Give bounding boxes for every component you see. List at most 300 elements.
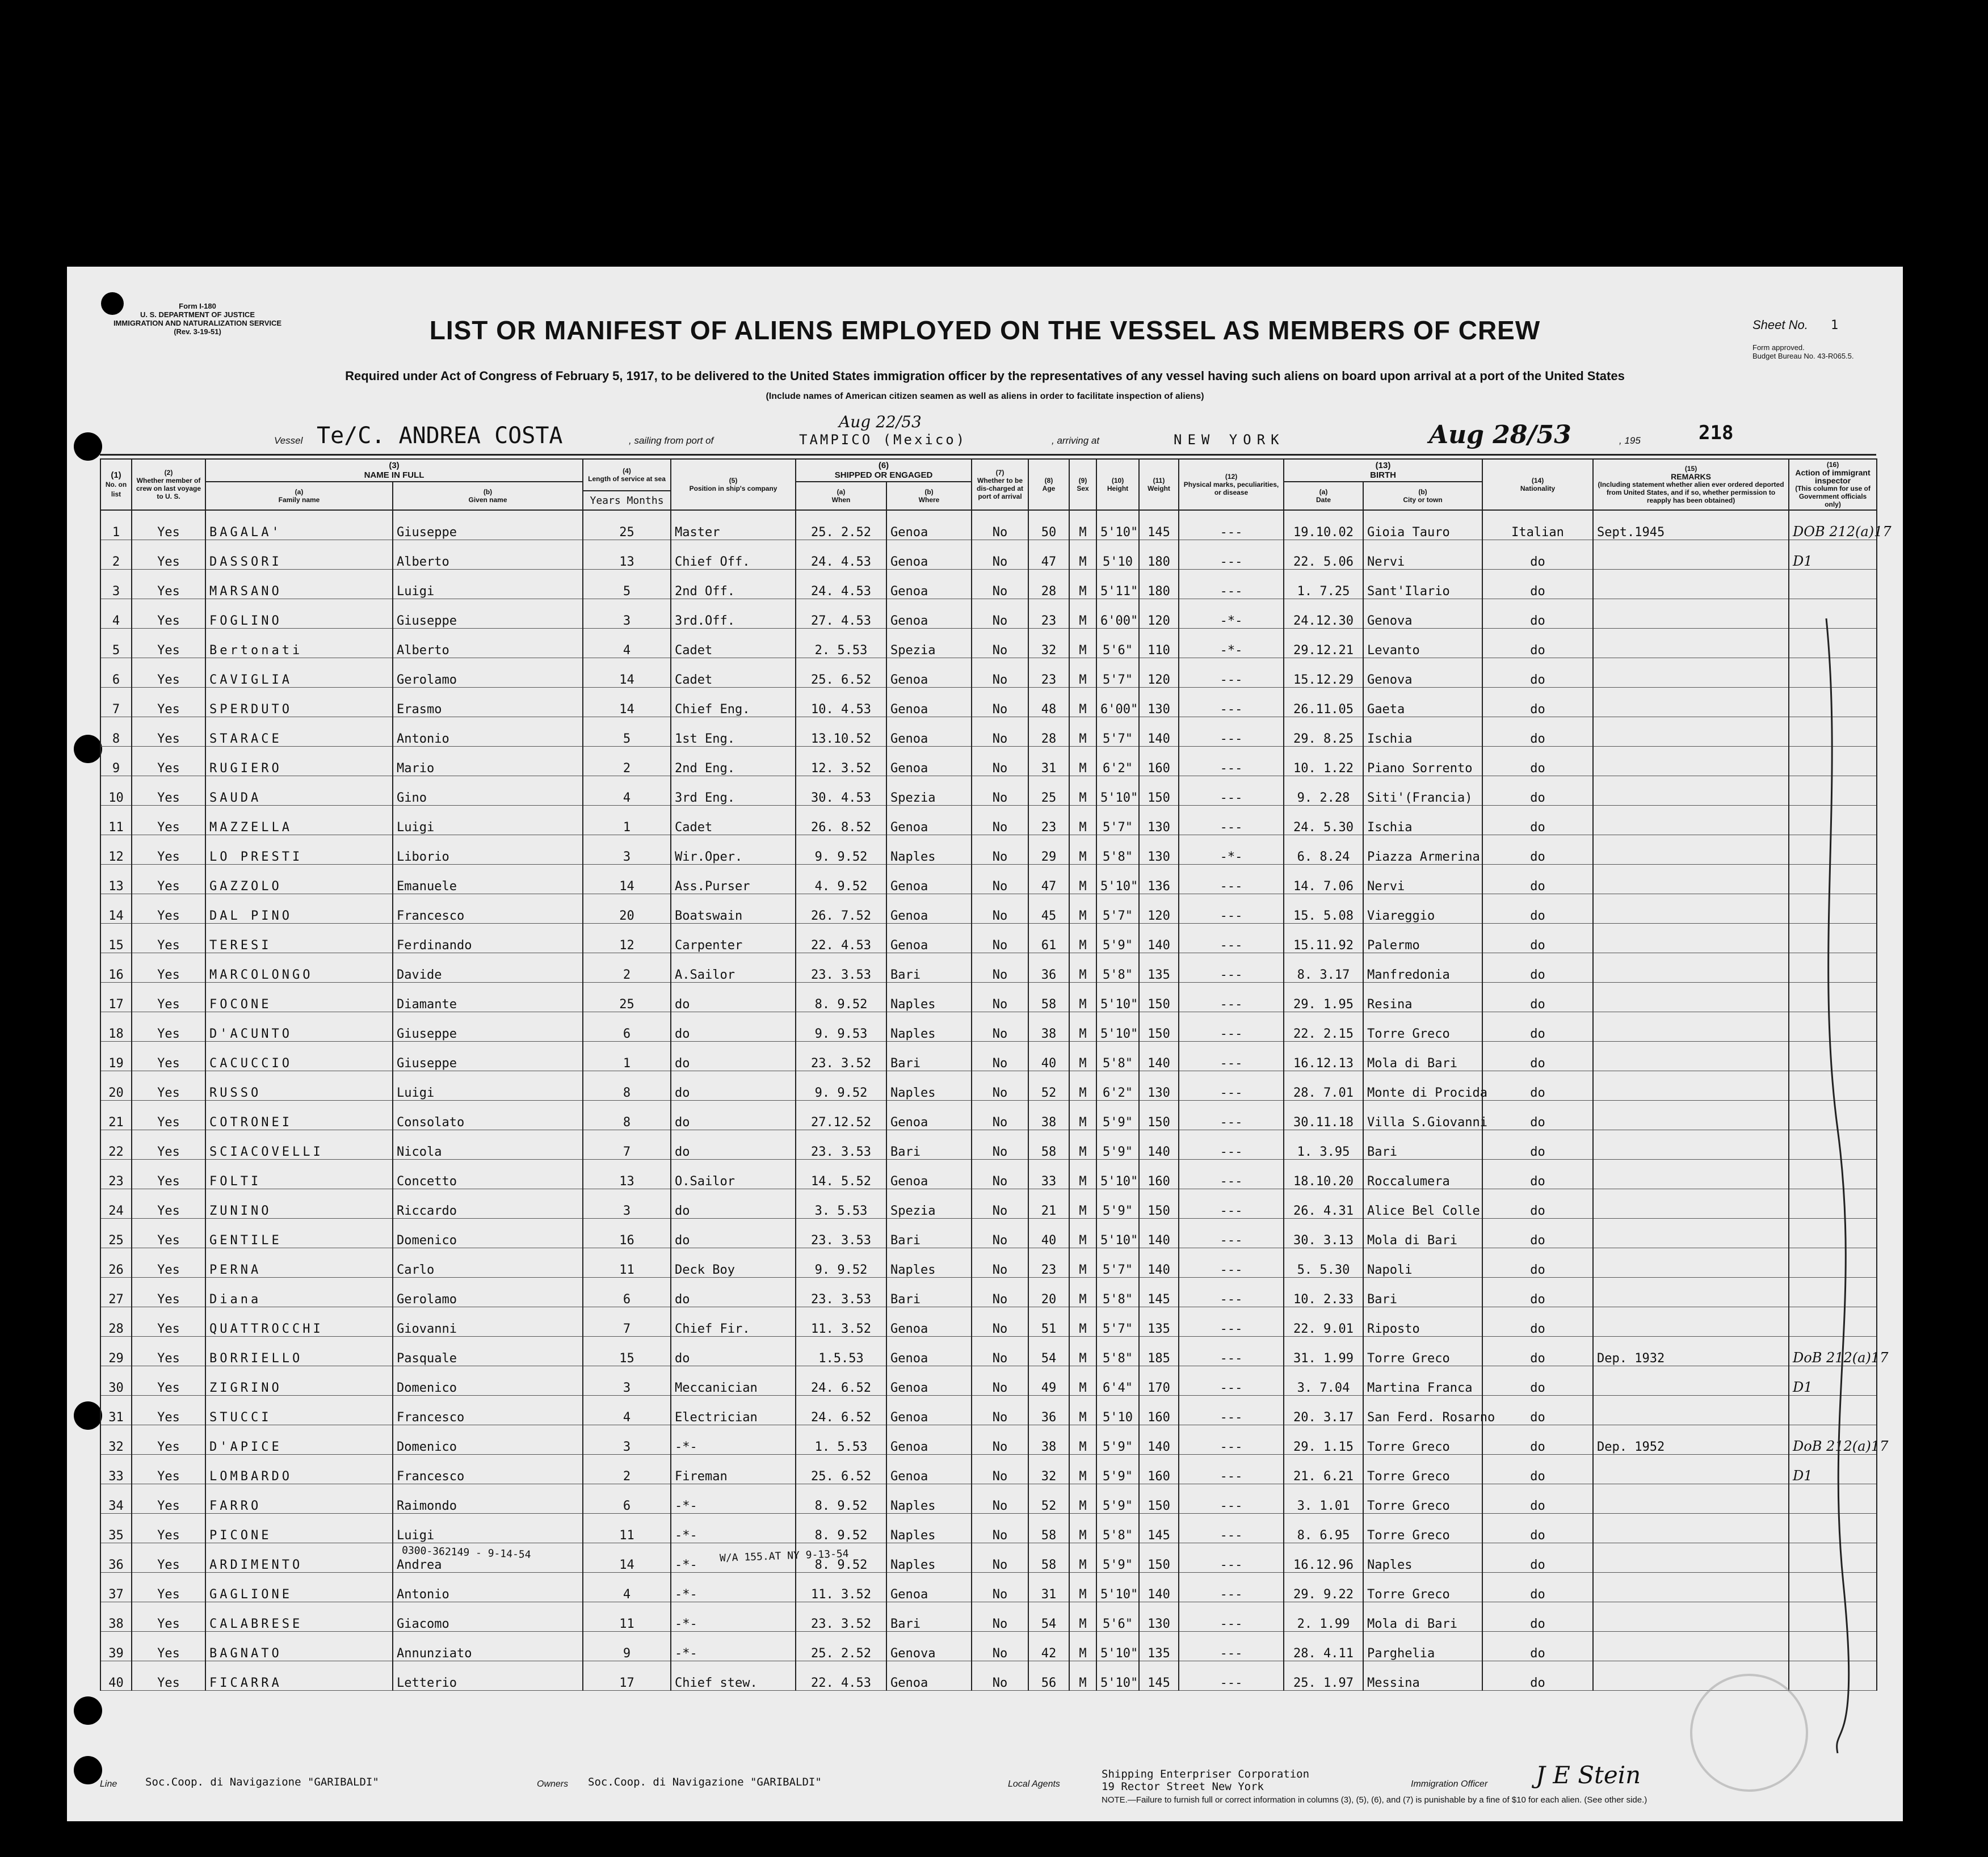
row-number: 5 — [100, 629, 132, 658]
last-voyage: Yes — [132, 1425, 205, 1455]
discharged: No — [972, 1071, 1028, 1101]
age: 54 — [1028, 1602, 1069, 1632]
last-voyage: Yes — [132, 1219, 205, 1248]
discharged: No — [972, 717, 1028, 747]
family-name: MARCOLONGO — [205, 953, 393, 983]
discharged: No — [972, 658, 1028, 688]
birth-city: Torre Greco — [1363, 1514, 1482, 1543]
service-years: 11 — [583, 1602, 671, 1632]
last-voyage: Yes — [132, 1632, 205, 1661]
position: Cadet — [671, 629, 796, 658]
remarks — [1593, 1219, 1789, 1248]
last-voyage: Yes — [132, 540, 205, 570]
officer-label: Immigration Officer — [1411, 1779, 1488, 1789]
birth-city: Bari — [1363, 1130, 1482, 1160]
last-voyage: Yes — [132, 983, 205, 1012]
sex: M — [1069, 1543, 1096, 1573]
discharged: No — [972, 1661, 1028, 1691]
position: -*- — [671, 1484, 796, 1514]
birth-date: 1. 7.25 — [1284, 570, 1363, 599]
approval-note — [1752, 343, 1854, 360]
col-index: (14) — [1531, 477, 1544, 485]
line-label: Line — [100, 1779, 117, 1789]
last-voyage: Yes — [132, 1455, 205, 1484]
table-row — [100, 1396, 1877, 1425]
age: 56 — [1028, 1661, 1069, 1691]
given-name: Emanuele — [393, 865, 583, 894]
given-name: Davide — [393, 953, 583, 983]
service-years: 5 — [583, 717, 671, 747]
table-row — [100, 1307, 1877, 1337]
family-name: COTRONEI — [205, 1101, 393, 1130]
row-number: 26 — [100, 1248, 132, 1278]
shipped-when: 11. 3.52 — [796, 1573, 886, 1602]
given-name: Giacomo — [393, 1602, 583, 1632]
discharged: No — [972, 1632, 1028, 1661]
family-name: PERNA — [205, 1248, 393, 1278]
birth-date: 31. 1.99 — [1284, 1337, 1363, 1366]
sex: M — [1069, 865, 1096, 894]
given-name: Liborio — [393, 835, 583, 865]
sex: M — [1069, 983, 1096, 1012]
year-label: , 195 — [1619, 435, 1641, 446]
officer-signature: J E Stein — [1536, 1761, 1641, 1789]
table-row — [100, 688, 1877, 717]
table-row — [100, 599, 1877, 629]
shipped-where: Genoa — [886, 1160, 972, 1189]
birth-city: Genova — [1363, 658, 1482, 688]
nationality: do — [1482, 1189, 1593, 1219]
nationality: do — [1482, 1012, 1593, 1042]
height: 5'9" — [1096, 1455, 1139, 1484]
given-name: Alberto — [393, 629, 583, 658]
sex: M — [1069, 540, 1096, 570]
col-label: Height — [1107, 485, 1129, 492]
last-voyage: Yes — [132, 658, 205, 688]
weight: 120 — [1139, 658, 1179, 688]
height: 5'7" — [1096, 658, 1139, 688]
table-row — [100, 510, 1877, 540]
family-name: BAGALA' — [205, 510, 393, 540]
table-row — [100, 629, 1877, 658]
nationality: do — [1482, 1484, 1593, 1514]
height: 5'9" — [1096, 924, 1139, 953]
shipped-where: Bari — [886, 1219, 972, 1248]
remarks: Dep. 1932 — [1593, 1337, 1789, 1366]
shipped-where: Naples — [886, 1071, 972, 1101]
last-voyage: Yes — [132, 1278, 205, 1307]
agents-label: Local Agents — [1008, 1779, 1060, 1789]
birth-date: 19.10.02 — [1284, 510, 1363, 540]
birth-date: 22. 2.15 — [1284, 1012, 1363, 1042]
weight: 150 — [1139, 1101, 1179, 1130]
birth-date: 29.12.21 — [1284, 629, 1363, 658]
last-voyage: Yes — [132, 1543, 205, 1573]
col-remarks — [1593, 459, 1789, 510]
nationality: do — [1482, 865, 1593, 894]
shipped-where: Bari — [886, 1042, 972, 1071]
remarks — [1593, 599, 1789, 629]
position: Ass.Purser — [671, 865, 796, 894]
height: 5'10" — [1096, 1632, 1139, 1661]
family-name: D'ACUNTO — [205, 1012, 393, 1042]
nationality: do — [1482, 924, 1593, 953]
sex: M — [1069, 1661, 1096, 1691]
sailing-label: , sailing from port of — [629, 435, 714, 446]
vessel-label: Vessel — [274, 435, 303, 446]
col-label: BIRTH — [1370, 470, 1396, 480]
table-row — [100, 953, 1877, 983]
remarks — [1593, 747, 1789, 776]
col-note: (Including statement whether alien ever ordered deported from United States, and if so, whether permission to reapply has been obtained) — [1598, 481, 1784, 504]
age: 31 — [1028, 1573, 1069, 1602]
position: Meccanician — [671, 1366, 796, 1396]
shipped-when: 24. 4.53 — [796, 540, 886, 570]
page-title: LIST OR MANIFEST OF ALIENS EMPLOYED ON THE VESSEL AS MEMBERS OF CREW — [429, 315, 1541, 345]
remarks — [1593, 1543, 1789, 1573]
service-years: 8 — [583, 1071, 671, 1101]
owners-label: Owners — [537, 1779, 569, 1789]
position: Chief Fir. — [671, 1307, 796, 1337]
col-age — [1028, 459, 1069, 510]
birth-date: 2. 1.99 — [1284, 1602, 1363, 1632]
age: 40 — [1028, 1219, 1069, 1248]
age: 29 — [1028, 835, 1069, 865]
col-note: (This column for use of Government officials only) — [1795, 485, 1871, 508]
last-voyage: Yes — [132, 806, 205, 835]
row-number: 32 — [100, 1425, 132, 1455]
inspector-action: DoB 212(a)17 — [1789, 1425, 1877, 1455]
shipped-when: 24. 6.52 — [796, 1396, 886, 1425]
service: IMMIGRATION AND NATURALIZATION SERVICE — [113, 319, 282, 327]
birth-city: Ischia — [1363, 717, 1482, 747]
position: do — [671, 1219, 796, 1248]
service-years: 14 — [583, 865, 671, 894]
shipped-where: Naples — [886, 835, 972, 865]
shipped-when: 25. 6.52 — [796, 658, 886, 688]
shipped-where: Genoa — [886, 894, 972, 924]
shipped-where: Naples — [886, 1514, 972, 1543]
age: 36 — [1028, 953, 1069, 983]
owners-value: Soc.Coop. di Navigazione "GARIBALDI" — [588, 1776, 822, 1788]
age: 36 — [1028, 1396, 1069, 1425]
family-name: D'APICE — [205, 1425, 393, 1455]
punch-hole — [74, 1756, 102, 1784]
fine-note: NOTE.—Failure to furnish full or correct information in columns (3), (5), (6), and (7) is punishable by a fine of $10 for each alien. (See other side.) — [1102, 1795, 1647, 1805]
service-years: 3 — [583, 1189, 671, 1219]
shipped-where: Genoa — [886, 1573, 972, 1602]
col-index: (4) — [623, 467, 631, 475]
service-years: 13 — [583, 1160, 671, 1189]
last-voyage: Yes — [132, 1071, 205, 1101]
col-index: (a) — [1319, 488, 1328, 496]
service-years: 12 — [583, 924, 671, 953]
shipped-where: Spezia — [886, 629, 972, 658]
position: 3rd Eng. — [671, 776, 796, 806]
last-voyage: Yes — [132, 1042, 205, 1071]
discharged: No — [972, 1396, 1028, 1425]
remarks — [1593, 1248, 1789, 1278]
birth-city: Torre Greco — [1363, 1484, 1482, 1514]
sex: M — [1069, 688, 1096, 717]
table-row — [100, 1219, 1877, 1248]
discharged: No — [972, 570, 1028, 599]
remarks — [1593, 953, 1789, 983]
sex: M — [1069, 599, 1096, 629]
service-years: 9 — [583, 1632, 671, 1661]
row-number: 9 — [100, 747, 132, 776]
sex: M — [1069, 1071, 1096, 1101]
sex: M — [1069, 1219, 1096, 1248]
table-row — [100, 1337, 1877, 1366]
nationality: do — [1482, 776, 1593, 806]
nationality: do — [1482, 1396, 1593, 1425]
birth-date: 6. 8.24 — [1284, 835, 1363, 865]
family-name: SPERDUTO — [205, 688, 393, 717]
position: Wir.Oper. — [671, 835, 796, 865]
weight: 140 — [1139, 1573, 1179, 1602]
height: 5'7" — [1096, 1248, 1139, 1278]
birth-date: 1. 3.95 — [1284, 1130, 1363, 1160]
weight: 150 — [1139, 1484, 1179, 1514]
remarks — [1593, 629, 1789, 658]
sex: M — [1069, 1012, 1096, 1042]
nationality: do — [1482, 747, 1593, 776]
birth-city: Nervi — [1363, 540, 1482, 570]
last-voyage: Yes — [132, 953, 205, 983]
weight: 140 — [1139, 1042, 1179, 1071]
row-number: 40 — [100, 1661, 132, 1691]
height: 5'9" — [1096, 1101, 1139, 1130]
birth-city: Torre Greco — [1363, 1337, 1482, 1366]
nationality: do — [1482, 806, 1593, 835]
last-voyage: Yes — [132, 1189, 205, 1219]
physical-marks: --- — [1179, 894, 1284, 924]
birth-city: Torre Greco — [1363, 1012, 1482, 1042]
divider — [100, 454, 1876, 456]
nationality: do — [1482, 717, 1593, 747]
age: 45 — [1028, 894, 1069, 924]
row-number: 19 — [100, 1042, 132, 1071]
discharged: No — [972, 1366, 1028, 1396]
birth-city: Piazza Armerina — [1363, 835, 1482, 865]
shipped-when: 13.10.52 — [796, 717, 886, 747]
nationality: do — [1482, 570, 1593, 599]
position: O.Sailor — [671, 1160, 796, 1189]
position: 2nd Off. — [671, 570, 796, 599]
table-row — [100, 1130, 1877, 1160]
shipped-where: Genoa — [886, 865, 972, 894]
sex: M — [1069, 1602, 1096, 1632]
discharged: No — [972, 953, 1028, 983]
nationality: do — [1482, 599, 1593, 629]
family-name: LO PRESTI — [205, 835, 393, 865]
shipped-where: Spezia — [886, 1189, 972, 1219]
col-label: No. on list — [105, 480, 127, 498]
weight: 140 — [1139, 924, 1179, 953]
birth-city: Messina — [1363, 1661, 1482, 1691]
shipped-when: 3. 5.53 — [796, 1189, 886, 1219]
sex: M — [1069, 1101, 1096, 1130]
service-years: 25 — [583, 983, 671, 1012]
nationality: do — [1482, 983, 1593, 1012]
nationality: do — [1482, 629, 1593, 658]
birth-date: 22. 9.01 — [1284, 1307, 1363, 1337]
arriving-port: NEW YORK — [1174, 432, 1285, 448]
col-label: Date — [1316, 496, 1331, 504]
service-years: 2 — [583, 747, 671, 776]
col-nationality — [1482, 459, 1593, 510]
discharged: No — [972, 1337, 1028, 1366]
shipped-where: Bari — [886, 1602, 972, 1632]
col-given-name — [393, 482, 583, 510]
physical-marks: --- — [1179, 688, 1284, 717]
position: -*- — [671, 1573, 796, 1602]
physical-marks: --- — [1179, 1337, 1284, 1366]
shipped-when: 8. 9.52 — [796, 983, 886, 1012]
weight: 145 — [1139, 1514, 1179, 1543]
nationality: do — [1482, 1307, 1593, 1337]
shipped-when: 24. 6.52 — [796, 1366, 886, 1396]
birth-date: 21. 6.21 — [1284, 1455, 1363, 1484]
col-service — [583, 459, 671, 491]
last-voyage: Yes — [132, 629, 205, 658]
given-name: Domenico — [393, 1219, 583, 1248]
family-name: FOGLINO — [205, 599, 393, 629]
row-number: 16 — [100, 953, 132, 983]
age: 54 — [1028, 1337, 1069, 1366]
service-years: 6 — [583, 1484, 671, 1514]
nationality: do — [1482, 658, 1593, 688]
shipped-when: 9. 9.52 — [796, 1248, 886, 1278]
discharged: No — [972, 688, 1028, 717]
nationality: do — [1482, 1425, 1593, 1455]
table-row — [100, 1248, 1877, 1278]
age: 58 — [1028, 983, 1069, 1012]
last-voyage: Yes — [132, 688, 205, 717]
form-number: Form I-180 — [179, 302, 216, 310]
birth-date: 15.12.29 — [1284, 658, 1363, 688]
height: 5'10" — [1096, 983, 1139, 1012]
weight: 135 — [1139, 953, 1179, 983]
col-when — [796, 482, 886, 510]
family-name: BORRIELLO — [205, 1337, 393, 1366]
punch-hole — [74, 1696, 102, 1725]
shipped-where: Genoa — [886, 717, 972, 747]
nationality: do — [1482, 835, 1593, 865]
row-number: 25 — [100, 1219, 132, 1248]
table-row — [100, 1514, 1877, 1543]
weight: 140 — [1139, 717, 1179, 747]
height: 5'8" — [1096, 1337, 1139, 1366]
birth-city: Torre Greco — [1363, 1455, 1482, 1484]
service-years: 1 — [583, 1042, 671, 1071]
remarks — [1593, 1632, 1789, 1661]
col-label: Given name — [468, 496, 507, 504]
height: 6'00" — [1096, 688, 1139, 717]
shipped-where: Genoa — [886, 1661, 972, 1691]
weight: 150 — [1139, 983, 1179, 1012]
sex: M — [1069, 1455, 1096, 1484]
nationality: do — [1482, 894, 1593, 924]
age: 52 — [1028, 1484, 1069, 1514]
height: 5'10 — [1096, 1396, 1139, 1425]
row-number: 13 — [100, 865, 132, 894]
birth-date: 26.11.05 — [1284, 688, 1363, 717]
shipped-where: Genoa — [886, 1337, 972, 1366]
physical-marks: --- — [1179, 747, 1284, 776]
weight: 130 — [1139, 835, 1179, 865]
family-name: RUGIERO — [205, 747, 393, 776]
physical-marks: --- — [1179, 1012, 1284, 1042]
discharged: No — [972, 1455, 1028, 1484]
nationality: do — [1482, 1248, 1593, 1278]
discharged: No — [972, 1602, 1028, 1632]
remarks — [1593, 717, 1789, 747]
row-number: 38 — [100, 1602, 132, 1632]
service-years: 13 — [583, 540, 671, 570]
remarks — [1593, 865, 1789, 894]
nationality: Italian — [1482, 510, 1593, 540]
position: Deck Boy — [671, 1248, 796, 1278]
discharged: No — [972, 865, 1028, 894]
birth-city: Piano Sorrento — [1363, 747, 1482, 776]
official-stamp — [1690, 1674, 1808, 1792]
service-years: 8 — [583, 1101, 671, 1130]
nationality: do — [1482, 540, 1593, 570]
family-name: GAZZOLO — [205, 865, 393, 894]
service-years: 7 — [583, 1130, 671, 1160]
discharged: No — [972, 894, 1028, 924]
shipped-where: Genova — [886, 1632, 972, 1661]
service-years: 2 — [583, 953, 671, 983]
height: 5'11" — [1096, 570, 1139, 599]
position: Electrician — [671, 1396, 796, 1425]
table-row — [100, 1366, 1877, 1396]
physical-marks: -*- — [1179, 629, 1284, 658]
birth-date: 9. 2.28 — [1284, 776, 1363, 806]
height: 5'10" — [1096, 1160, 1139, 1189]
given-name: Annunziato — [393, 1632, 583, 1661]
table-row — [100, 658, 1877, 688]
family-name: STUCCI — [205, 1396, 393, 1425]
discharged: No — [972, 983, 1028, 1012]
service-years: 3 — [583, 1425, 671, 1455]
agents-value: Shipping Enterpriser Corporation — [1102, 1768, 1310, 1780]
remarks — [1593, 1160, 1789, 1189]
col-label: Position in ship's company — [689, 485, 777, 492]
birth-city: Viareggio — [1363, 894, 1482, 924]
family-name: FOCONE — [205, 983, 393, 1012]
birth-city: Gioia Tauro — [1363, 510, 1482, 540]
weight: 150 — [1139, 1012, 1179, 1042]
sex: M — [1069, 1366, 1096, 1396]
shipped-where: Genoa — [886, 1366, 972, 1396]
discharged: No — [972, 1484, 1028, 1514]
birth-city: Parghelia — [1363, 1632, 1482, 1661]
row-number: 6 — [100, 658, 132, 688]
col-birth-city — [1363, 482, 1482, 510]
weight: 145 — [1139, 1661, 1179, 1691]
position: 2nd Eng. — [671, 747, 796, 776]
remarks — [1593, 924, 1789, 953]
remarks — [1593, 1602, 1789, 1632]
shipped-when: 23. 3.52 — [796, 1042, 886, 1071]
discharged: No — [972, 1130, 1028, 1160]
discharged: No — [972, 776, 1028, 806]
height: 5'7" — [1096, 717, 1139, 747]
given-name: Giuseppe — [393, 1042, 583, 1071]
